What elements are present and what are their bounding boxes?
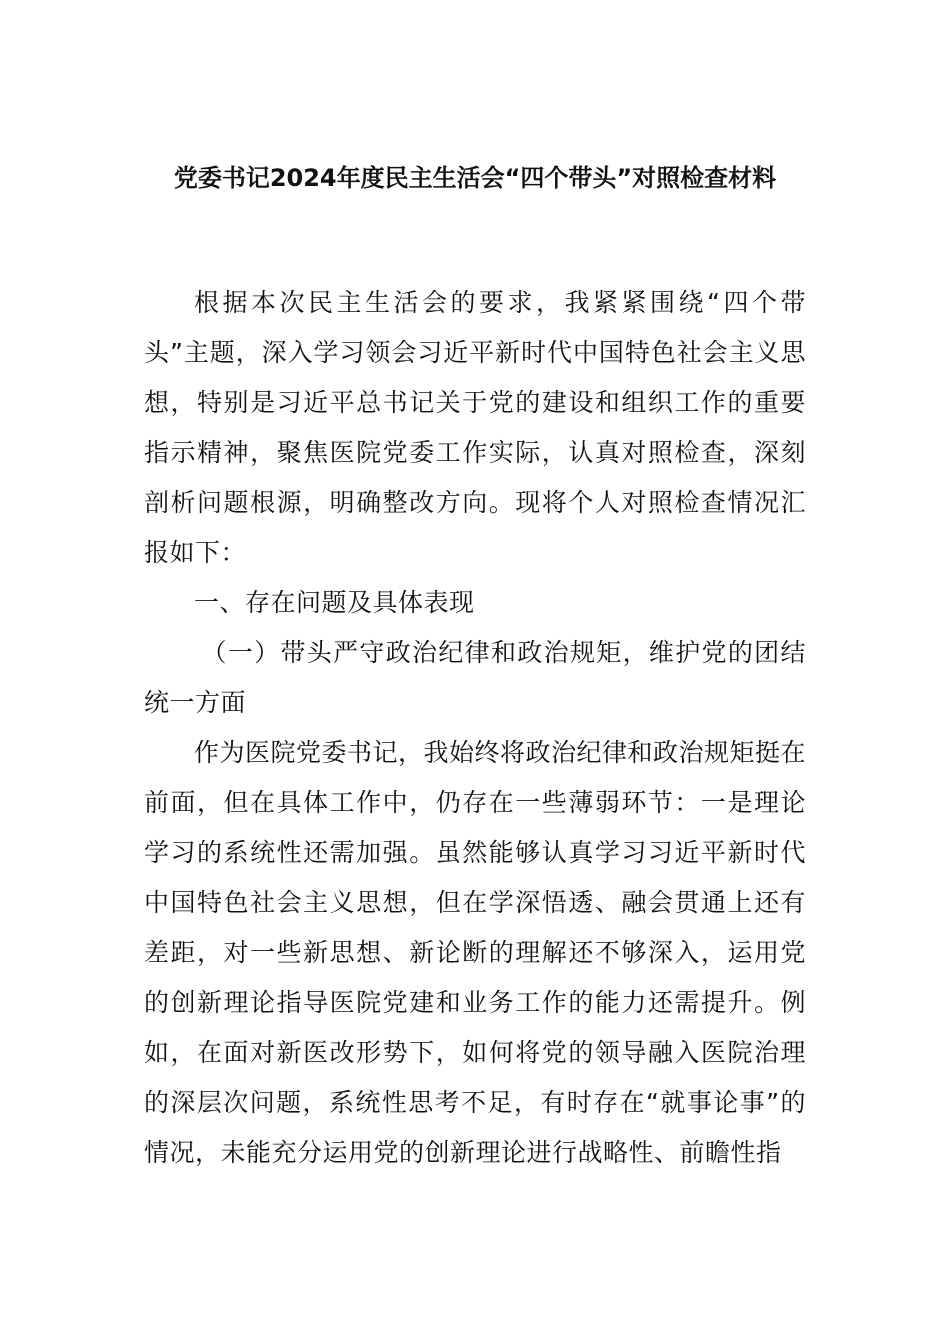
document-body [144, 278, 806, 1178]
section-heading: 一、存在问题及具体表现 [194, 588, 475, 617]
intro-paragraph: 根据本次民主生活会的要求，我紧紧围绕“四个带头”主题，深入学习领会习近平新时代中国特色社会主义思想，特别是习近平总书记关于党的建设和组织工作的重要指示精神，聚焦医院党委工作实际，认真对照检查，深刻剖析问题根源，明确整改方向。现将个人对照检查情况汇报如下： [144, 288, 806, 567]
document-title: 党委书记2024年度民主生活会“四个带头”对照检查材料 [173, 164, 777, 192]
subsection-heading: （一）带头严守政治纪律和政治规矩，维护党的团结统一方面 [144, 638, 806, 717]
body-paragraph: 作为医院党委书记，我始终将政治纪律和政治规矩挺在前面，但在具体工作中，仍存在一些薄弱环节：一是理论学习的系统性还需加强。虽然能够认真学习习近平新时代中国特色社会主义思想，但在学深悟透、融会贯通上还有差距，对一些新思想、新论断的理解还不够深入，运用党的创新理论指导医院党建和业务工作的能力还需提升。例如，在面对新医改形势下，如何将党的领导融入医院治理的深层次问题，系统性思考不足，有时存在“就事论事”的情况，未能充分运用党的创新理论进行战略性、前瞻性指 [144, 738, 807, 1167]
